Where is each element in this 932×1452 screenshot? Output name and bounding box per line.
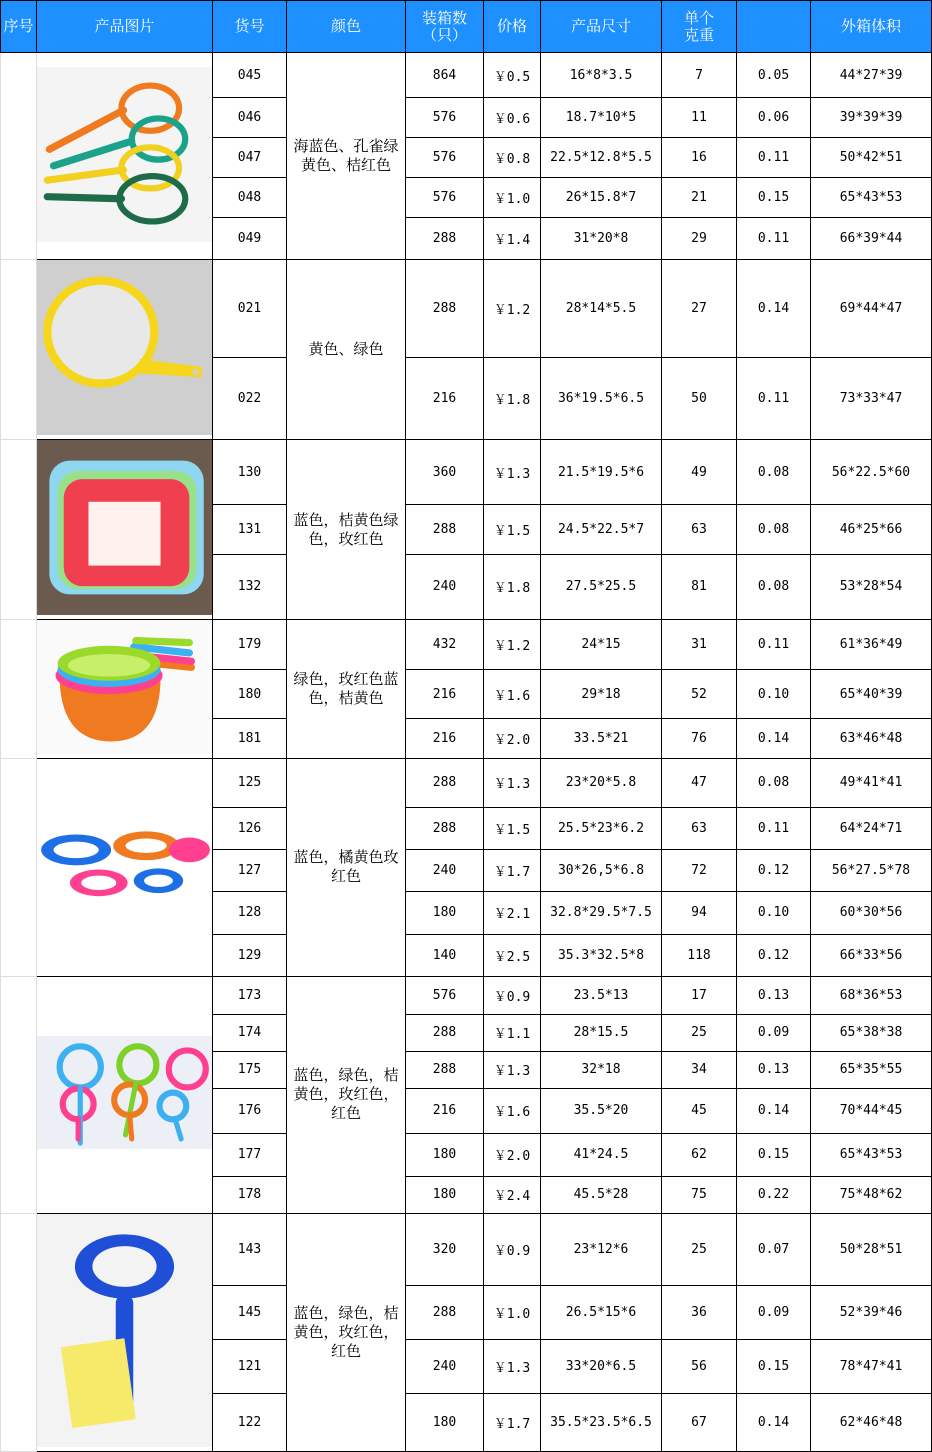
table-row [1, 976, 932, 1014]
item-no-cell: 022 [213, 358, 287, 440]
volume-cell: 50*28*51 [811, 1213, 932, 1286]
volume-cell: 56*22.5*60 [811, 440, 932, 505]
seq-cell [1, 620, 37, 759]
item-no-cell: 179 [213, 620, 287, 670]
size-cell: 30*26,5*6.8 [541, 849, 662, 891]
price-cell: ￥1.3 [484, 758, 541, 807]
weight-cell: 94 [662, 891, 737, 934]
price-cell: ￥1.2 [484, 260, 541, 358]
pack-cell: 216 [406, 718, 484, 758]
size-cell: 41*24.5 [541, 1133, 662, 1176]
seq-cell [1, 758, 37, 976]
pack-cell: 240 [406, 1340, 484, 1394]
square-sieve-stack-icon [37, 440, 212, 615]
size-cell: 33.5*21 [541, 718, 662, 758]
product-photo [37, 1214, 212, 1451]
volume-cell: 78*47*41 [811, 1340, 932, 1394]
size-cell: 22.5*12.8*5.5 [541, 138, 662, 178]
seq-cell [1, 53, 37, 260]
weight-cell: 29 [662, 218, 737, 260]
cbm-cell: 0.15 [737, 1340, 811, 1394]
table-row [1, 53, 932, 98]
product-image [37, 758, 213, 976]
price-cell: ￥2.5 [484, 934, 541, 976]
header-pack [406, 1, 484, 53]
volume-cell: 50*42*51 [811, 138, 932, 178]
seq-cell [1, 440, 37, 620]
weight-cell: 27 [662, 260, 737, 358]
item-no-cell: 047 [213, 138, 287, 178]
price-cell: ￥0.6 [484, 98, 541, 138]
pack-cell: 576 [406, 98, 484, 138]
price-cell: ￥1.0 [484, 178, 541, 218]
pack-cell: 576 [406, 178, 484, 218]
weight-cell: 63 [662, 505, 737, 555]
cbm-cell: 0.08 [737, 758, 811, 807]
volume-cell: 66*33*56 [811, 934, 932, 976]
table-row [1, 620, 932, 670]
size-cell: 35.5*23.5*6.5 [541, 1394, 662, 1452]
header-weight-line2: 克重 [683, 25, 714, 44]
color-cell: 黄色、绿色 [287, 260, 406, 440]
pack-cell: 288 [406, 1286, 484, 1340]
weight-cell: 31 [662, 620, 737, 670]
weight-cell: 17 [662, 976, 737, 1014]
cbm-cell: 0.14 [737, 718, 811, 758]
weight-cell: 34 [662, 1051, 737, 1088]
price-cell: ￥0.5 [484, 53, 541, 98]
volume-cell: 49*41*41 [811, 758, 932, 807]
header-pack-line1: 装箱数 [421, 8, 467, 27]
size-cell: 23*12*6 [541, 1213, 662, 1286]
item-no-cell: 127 [213, 849, 287, 891]
item-no-cell: 145 [213, 1286, 287, 1340]
price-cell: ￥1.4 [484, 218, 541, 260]
header-item-no: 货号 [213, 1, 287, 53]
pack-cell: 360 [406, 440, 484, 505]
color-cell: 蓝色，绿色，桔黄色，玫红色，红色 [287, 976, 406, 1213]
size-cell: 28*15.5 [541, 1014, 662, 1051]
size-cell: 35.5*20 [541, 1088, 662, 1133]
header-seq: 序号 [1, 1, 37, 53]
price-cell: ￥2.0 [484, 718, 541, 758]
volume-cell: 63*46*48 [811, 718, 932, 758]
header-row [1, 1, 932, 53]
weight-cell: 50 [662, 358, 737, 440]
cbm-cell: 0.14 [737, 1394, 811, 1452]
cbm-cell: 0.07 [737, 1213, 811, 1286]
price-cell: ￥1.6 [484, 1088, 541, 1133]
cbm-cell: 0.09 [737, 1014, 811, 1051]
color-cell: 蓝色，绿色，桔黄色，玫红色，红色 [287, 1213, 406, 1451]
cbm-cell: 0.09 [737, 1286, 811, 1340]
pack-cell: 180 [406, 1133, 484, 1176]
item-no-cell: 176 [213, 1088, 287, 1133]
weight-cell: 45 [662, 1088, 737, 1133]
price-cell: ￥2.4 [484, 1176, 541, 1213]
size-cell: 16*8*3.5 [541, 53, 662, 98]
seq-cell [1, 1213, 37, 1451]
size-cell: 24*15 [541, 620, 662, 670]
price-cell: ￥1.7 [484, 1394, 541, 1452]
cbm-cell: 0.10 [737, 670, 811, 718]
header-blank [737, 1, 811, 53]
item-no-cell: 122 [213, 1394, 287, 1452]
product-image [37, 440, 213, 620]
price-cell: ￥0.9 [484, 976, 541, 1014]
colander-handle-set-icon [37, 67, 212, 242]
pack-cell: 288 [406, 260, 484, 358]
volume-cell: 53*28*54 [811, 554, 932, 619]
item-no-cell: 173 [213, 976, 287, 1014]
pack-cell: 320 [406, 1213, 484, 1286]
round-sieve-set-icon [37, 819, 212, 912]
cbm-cell: 0.14 [737, 260, 811, 358]
volume-cell: 61*36*49 [811, 620, 932, 670]
product-photo [37, 819, 212, 916]
product-image [37, 620, 213, 759]
price-cell: ￥1.3 [484, 440, 541, 505]
cbm-cell: 0.06 [737, 98, 811, 138]
cbm-cell: 0.11 [737, 807, 811, 849]
cbm-cell: 0.13 [737, 1051, 811, 1088]
header-weight-line1: 单个 [683, 8, 714, 27]
header-price: 价格 [484, 1, 541, 53]
volume-cell: 56*27.5*78 [811, 849, 932, 891]
cbm-cell: 0.08 [737, 554, 811, 619]
pack-cell: 576 [406, 976, 484, 1014]
cbm-cell: 0.08 [737, 440, 811, 505]
volume-cell: 68*36*53 [811, 976, 932, 1014]
price-cell: ￥1.8 [484, 554, 541, 619]
volume-cell: 65*43*53 [811, 178, 932, 218]
blue-funnel-strainer-icon [37, 1214, 212, 1447]
pack-cell: 140 [406, 934, 484, 976]
volume-cell: 75*48*62 [811, 1176, 932, 1213]
item-no-cell: 045 [213, 53, 287, 98]
weight-cell: 25 [662, 1213, 737, 1286]
pack-cell: 288 [406, 807, 484, 849]
volume-cell: 62*46*48 [811, 1394, 932, 1452]
size-cell: 36*19.5*6.5 [541, 358, 662, 440]
product-image [37, 1213, 213, 1451]
pack-cell: 288 [406, 758, 484, 807]
size-cell: 27.5*25.5 [541, 554, 662, 619]
weight-cell: 63 [662, 807, 737, 849]
product-photo [37, 1036, 212, 1153]
volume-cell: 39*39*39 [811, 98, 932, 138]
item-no-cell: 121 [213, 1340, 287, 1394]
pack-cell: 216 [406, 358, 484, 440]
volume-cell: 70*44*45 [811, 1088, 932, 1133]
weight-cell: 56 [662, 1340, 737, 1394]
size-cell: 35.3*32.5*8 [541, 934, 662, 976]
pack-cell: 288 [406, 1014, 484, 1051]
item-no-cell: 021 [213, 260, 287, 358]
product-image [37, 53, 213, 260]
pack-cell: 432 [406, 620, 484, 670]
pack-cell: 216 [406, 670, 484, 718]
price-cell: ￥1.1 [484, 1014, 541, 1051]
weight-cell: 21 [662, 178, 737, 218]
weight-cell: 67 [662, 1394, 737, 1452]
weight-cell: 25 [662, 1014, 737, 1051]
price-cell: ￥1.3 [484, 1051, 541, 1088]
item-no-cell: 175 [213, 1051, 287, 1088]
cbm-cell: 0.11 [737, 218, 811, 260]
size-cell: 32*18 [541, 1051, 662, 1088]
item-no-cell: 174 [213, 1014, 287, 1051]
size-cell: 31*20*8 [541, 218, 662, 260]
color-cell: 绿色，玫红色蓝色，桔黄色 [287, 620, 406, 759]
table-row [1, 1213, 932, 1286]
item-no-cell: 180 [213, 670, 287, 718]
item-no-cell: 129 [213, 934, 287, 976]
weight-cell: 11 [662, 98, 737, 138]
volume-cell: 60*30*56 [811, 891, 932, 934]
pack-cell: 240 [406, 849, 484, 891]
volume-cell: 65*35*55 [811, 1051, 932, 1088]
header-volume: 外箱体积 [811, 1, 932, 53]
price-cell: ￥2.0 [484, 1133, 541, 1176]
header-color: 颜色 [287, 1, 406, 53]
item-no-cell: 181 [213, 718, 287, 758]
price-cell: ￥2.1 [484, 891, 541, 934]
seq-cell [1, 976, 37, 1213]
item-no-cell: 131 [213, 505, 287, 555]
volume-cell: 66*39*44 [811, 218, 932, 260]
size-cell: 23*20*5.8 [541, 758, 662, 807]
cbm-cell: 0.11 [737, 358, 811, 440]
item-no-cell: 143 [213, 1213, 287, 1286]
item-no-cell: 048 [213, 178, 287, 218]
table-row [1, 260, 932, 358]
weight-cell: 47 [662, 758, 737, 807]
table-row [1, 758, 932, 807]
size-cell: 26.5*15*6 [541, 1286, 662, 1340]
volume-cell: 69*44*47 [811, 260, 932, 358]
cbm-cell: 0.12 [737, 934, 811, 976]
product-photo [37, 440, 212, 619]
weight-cell: 62 [662, 1133, 737, 1176]
item-no-cell: 049 [213, 218, 287, 260]
product-image [37, 260, 213, 440]
size-cell: 26*15.8*7 [541, 178, 662, 218]
cbm-cell: 0.22 [737, 1176, 811, 1213]
price-cell: ￥1.6 [484, 670, 541, 718]
product-photo [37, 260, 212, 439]
color-cell: 蓝色，橘黄色玫红色 [287, 758, 406, 976]
size-cell: 29*18 [541, 670, 662, 718]
price-cell: ￥1.8 [484, 358, 541, 440]
size-cell: 45.5*28 [541, 1176, 662, 1213]
weight-cell: 49 [662, 440, 737, 505]
weight-cell: 52 [662, 670, 737, 718]
weight-cell: 76 [662, 718, 737, 758]
cbm-cell: 0.05 [737, 53, 811, 98]
product-photo [37, 67, 212, 246]
yellow-strainer-icon [37, 260, 212, 435]
pack-cell: 180 [406, 891, 484, 934]
volume-cell: 44*27*39 [811, 53, 932, 98]
header-weight [662, 1, 737, 53]
color-cell: 蓝色，桔黄色绿色，玫红色 [287, 440, 406, 620]
header-pack-line2: （只） [421, 25, 467, 44]
price-cell: ￥1.7 [484, 849, 541, 891]
header-size: 产品尺寸 [541, 1, 662, 53]
price-cell: ￥0.9 [484, 1213, 541, 1286]
cbm-cell: 0.15 [737, 178, 811, 218]
weight-cell: 7 [662, 53, 737, 98]
volume-cell: 64*24*71 [811, 807, 932, 849]
item-no-cell: 177 [213, 1133, 287, 1176]
handle-strainer-set-icon [37, 1036, 212, 1149]
item-no-cell: 130 [213, 440, 287, 505]
seq-cell [1, 260, 37, 440]
item-no-cell: 046 [213, 98, 287, 138]
size-cell: 32.8*29.5*7.5 [541, 891, 662, 934]
item-no-cell: 125 [213, 758, 287, 807]
volume-cell: 46*25*66 [811, 505, 932, 555]
table-row [1, 440, 932, 505]
product-image [37, 976, 213, 1213]
price-cell: ￥1.3 [484, 1340, 541, 1394]
cbm-cell: 0.14 [737, 1088, 811, 1133]
price-cell: ￥1.2 [484, 620, 541, 670]
price-cell: ￥0.8 [484, 138, 541, 178]
weight-cell: 75 [662, 1176, 737, 1213]
size-cell: 18.7*10*5 [541, 98, 662, 138]
volume-cell: 73*33*47 [811, 358, 932, 440]
pack-cell: 576 [406, 138, 484, 178]
size-cell: 21.5*19.5*6 [541, 440, 662, 505]
price-cell: ￥1.0 [484, 1286, 541, 1340]
pack-cell: 288 [406, 1051, 484, 1088]
header-image: 产品图片 [37, 1, 213, 53]
cbm-cell: 0.13 [737, 976, 811, 1014]
item-no-cell: 126 [213, 807, 287, 849]
volume-cell: 52*39*46 [811, 1286, 932, 1340]
pack-cell: 288 [406, 218, 484, 260]
product-photo [37, 620, 212, 758]
cbm-cell: 0.11 [737, 620, 811, 670]
item-no-cell: 132 [213, 554, 287, 619]
weight-cell: 72 [662, 849, 737, 891]
pack-cell: 864 [406, 53, 484, 98]
volume-cell: 65*38*38 [811, 1014, 932, 1051]
bowl-strainer-stack-icon [37, 620, 212, 754]
size-cell: 25.5*23*6.2 [541, 807, 662, 849]
cbm-cell: 0.15 [737, 1133, 811, 1176]
cbm-cell: 0.12 [737, 849, 811, 891]
cbm-cell: 0.11 [737, 138, 811, 178]
price-cell: ￥1.5 [484, 807, 541, 849]
price-cell: ￥1.5 [484, 505, 541, 555]
size-cell: 28*14*5.5 [541, 260, 662, 358]
item-no-cell: 178 [213, 1176, 287, 1213]
size-cell: 24.5*22.5*7 [541, 505, 662, 555]
pack-cell: 288 [406, 505, 484, 555]
pack-cell: 216 [406, 1088, 484, 1133]
cbm-cell: 0.08 [737, 505, 811, 555]
pack-cell: 240 [406, 554, 484, 619]
cbm-cell: 0.10 [737, 891, 811, 934]
size-cell: 33*20*6.5 [541, 1340, 662, 1394]
volume-cell: 65*43*53 [811, 1133, 932, 1176]
weight-cell: 81 [662, 554, 737, 619]
color-cell: 海蓝色、孔雀绿黄色、桔红色 [287, 53, 406, 260]
item-no-cell: 128 [213, 891, 287, 934]
volume-cell: 65*40*39 [811, 670, 932, 718]
size-cell: 23.5*13 [541, 976, 662, 1014]
pack-cell: 180 [406, 1394, 484, 1452]
weight-cell: 36 [662, 1286, 737, 1340]
weight-cell: 118 [662, 934, 737, 976]
pack-cell: 180 [406, 1176, 484, 1213]
weight-cell: 16 [662, 138, 737, 178]
